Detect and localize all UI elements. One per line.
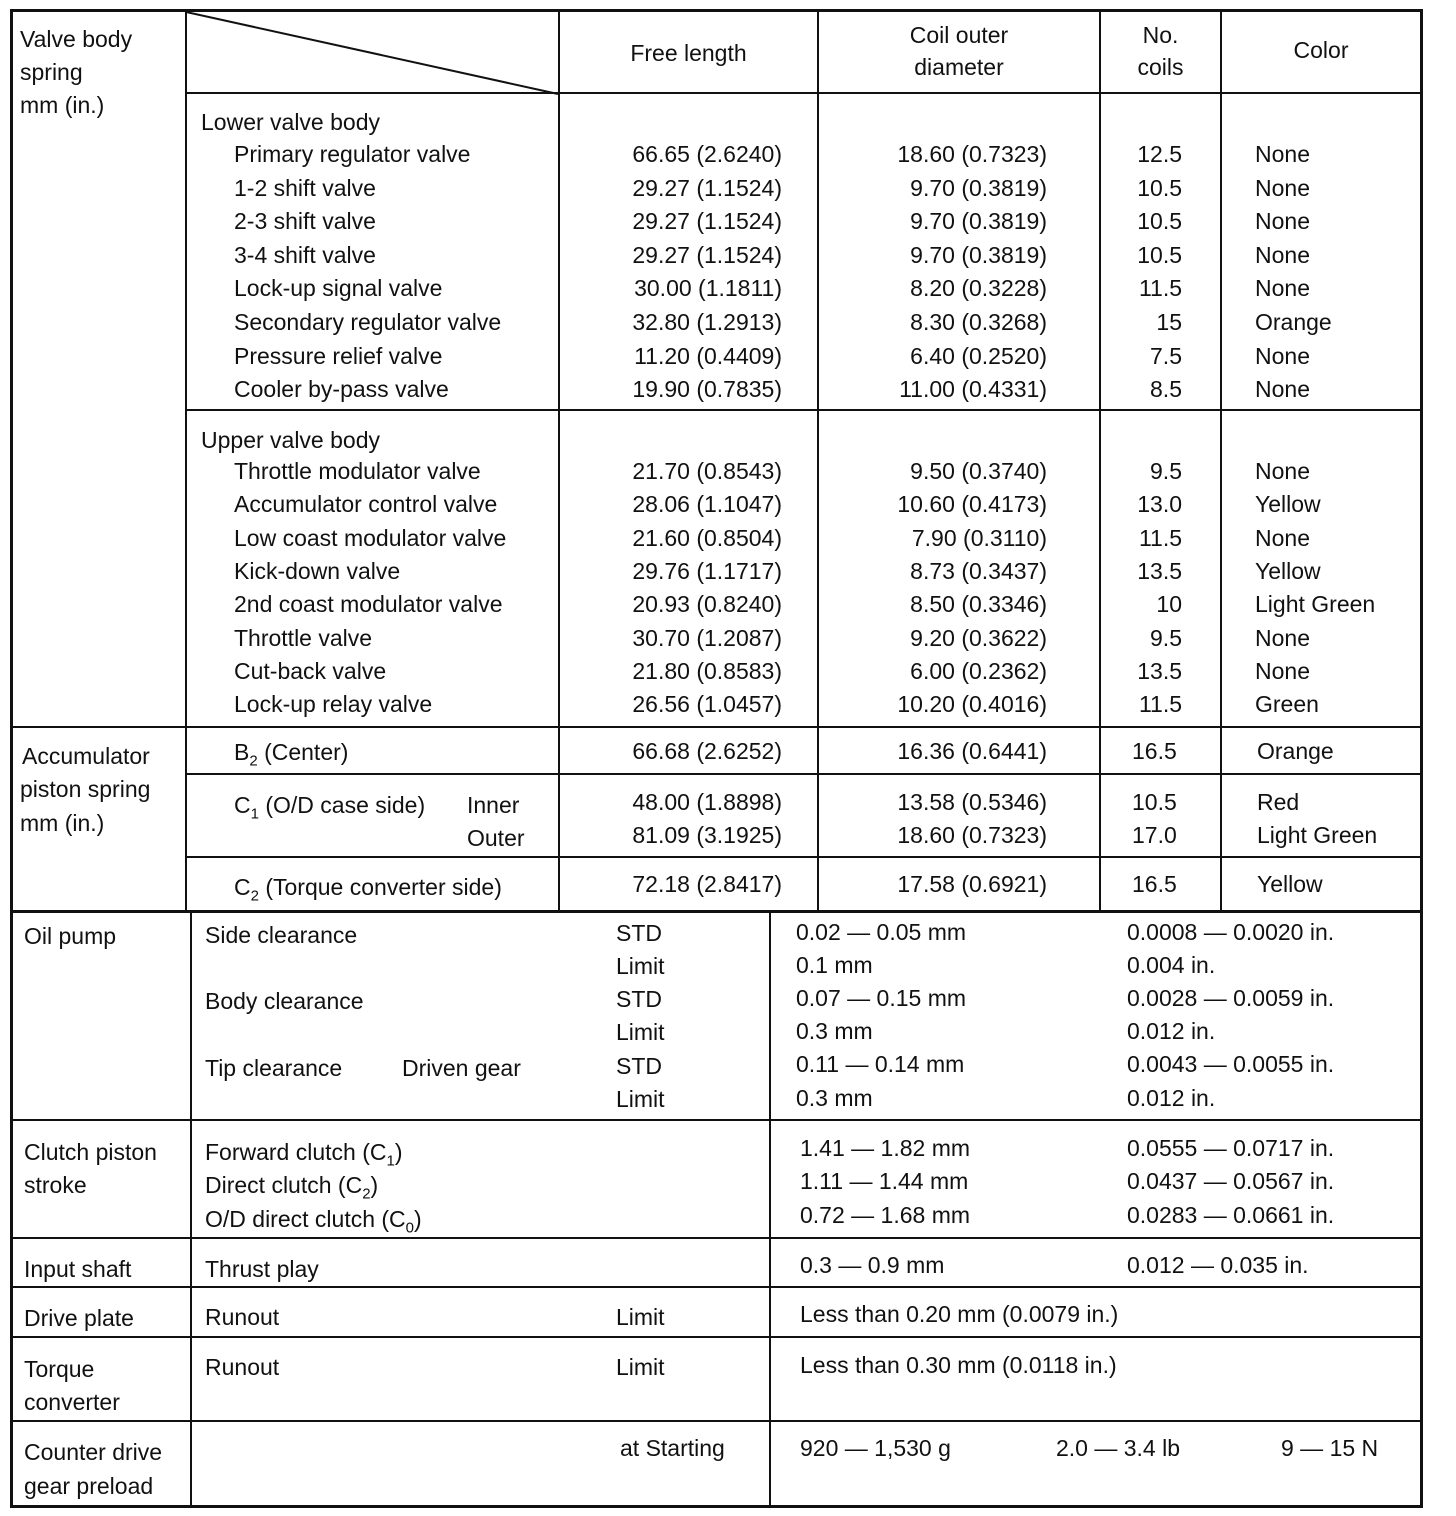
valve-name: Throttle modulator valve: [234, 458, 481, 484]
valve-color: None: [1255, 458, 1310, 484]
counter-drive-label-2: gear preload: [24, 1473, 154, 1499]
valve-coil-diameter: 18.60 (0.7323): [897, 141, 1047, 167]
od-direct-clutch-in: 0.0283 — 0.0661 in.: [1127, 1202, 1335, 1228]
valve-free-length: 19.90 (0.7835): [632, 376, 782, 403]
valve-name: 2nd coast modulator valve: [234, 591, 503, 618]
c1-inner-color: Red: [1257, 789, 1300, 815]
valve-coil-diameter: 10.20 (0.4016): [897, 691, 1047, 718]
tip-clearance-label: Tip clearance: [205, 1055, 343, 1081]
torque-converter-runout: Runout: [205, 1354, 280, 1380]
valve-name: 2-3 shift valve: [234, 208, 376, 235]
valve-coil-diameter: 9.70 (0.3819): [910, 208, 1047, 235]
valve-color: Orange: [1255, 309, 1332, 335]
valve-free-length: 29.27 (1.1524): [632, 241, 782, 268]
valve-name: 1-2 shift valve: [234, 174, 376, 201]
driven-gear-label: Driven gear: [402, 1055, 521, 1081]
b2-name: $B_2$ (Center): [234, 739, 349, 770]
header-coil-outer-1: Coil outer: [909, 22, 1009, 48]
valve-name: Kick-down valve: [234, 557, 401, 584]
valve-name: Cut-back valve: [234, 657, 387, 684]
valve-color: None: [1255, 342, 1310, 369]
forward-clutch-mm: 1.41 — 1.82 mm: [800, 1135, 971, 1161]
body-clearance-label: Body clearance: [205, 988, 364, 1014]
side-lim-mm: 0.1 mm: [796, 952, 873, 978]
tip-std-in: 0.0043 — 0.0055 in.: [1127, 1051, 1335, 1077]
direct-clutch-label: Direct clutch $(C_2)$: [205, 1172, 379, 1203]
valve-coil-diameter: 9.50 (0.3740): [910, 458, 1047, 484]
valve-color: Light Green: [1255, 591, 1376, 618]
c2-coil: 17.58 (0.6921): [897, 871, 1047, 897]
valve-name: Cooler by-pass valve: [234, 376, 449, 403]
at-starting-label: at Starting: [620, 1435, 725, 1461]
valve-no-coils: 11.5: [1138, 691, 1182, 718]
valve-name: Pressure relief valve: [234, 342, 443, 369]
header-free-length: Free length: [630, 40, 747, 66]
b2-coil: 16.36 (0.6441): [897, 738, 1047, 764]
valve-coil-diameter: 7.90 (0.3110): [911, 524, 1047, 551]
od-direct-clutch-mm: 0.72 — 1.68 mm: [800, 1202, 971, 1228]
forward-clutch-label: Forward clutch $(C_1)$: [205, 1139, 403, 1170]
torque-converter-value: Less than 0.30 mm (0.0118 in.): [800, 1352, 1117, 1378]
border-left: [10, 9, 13, 1508]
valve-body-label-3: mm (in.): [20, 92, 105, 118]
valve-no-coils: 13.5: [1137, 557, 1182, 584]
c1-name: $C_1$ (O/D case side): [234, 792, 426, 823]
valve-free-length: 21.60 (0.8504): [632, 524, 782, 551]
valve-color: None: [1255, 241, 1310, 268]
divider-clutch-input: [10, 1237, 1423, 1239]
valve-free-length: 66.65 (2.6240): [632, 141, 782, 167]
border-bottom: [10, 1505, 1423, 1508]
torque-converter-label-1: Torque: [24, 1356, 95, 1382]
c2-name: $C_2$ (Torque converter side): [234, 874, 502, 905]
torque-converter-limit: Limit: [616, 1354, 665, 1380]
valve-body-label-2: spring: [20, 59, 83, 85]
accumulator-label-2: piston spring: [20, 776, 151, 802]
divider-c1-c2: [185, 856, 1421, 858]
valve-color: None: [1255, 624, 1310, 651]
c1-outer-label: Outer: [467, 825, 525, 851]
forward-clutch-in: 0.0555 — 0.0717 in.: [1127, 1135, 1335, 1161]
valve-color: None: [1255, 657, 1310, 684]
c2-free: 72.18 (2.8417): [632, 871, 782, 897]
valve-no-coils: 9.5: [1150, 458, 1182, 484]
tip-std-label: STD: [616, 1053, 662, 1079]
b2-color: Orange: [1257, 738, 1334, 764]
header-no-coils-1: No.: [1142, 22, 1179, 48]
valve-name: Primary regulator valve: [234, 141, 471, 167]
tip-lim-in: 0.012 in.: [1127, 1085, 1216, 1111]
drive-plate-value: Less than 0.20 mm (0.0079 in.): [800, 1301, 1119, 1327]
valve-no-coils: 13.5: [1137, 657, 1182, 684]
divider-oilpump-clutch: [10, 1119, 1423, 1121]
valve-no-coils: 12.5: [1137, 141, 1182, 167]
accumulator-label-1: Accumulator: [22, 743, 150, 769]
valve-coil-diameter: 6.40 (0.2520): [910, 342, 1047, 369]
valve-free-length: 26.56 (1.0457): [632, 691, 782, 718]
valve-coil-diameter: 6.00 (0.2362): [910, 657, 1047, 684]
valve-no-coils: 7.5: [1150, 342, 1182, 369]
body-std-in: 0.0028 — 0.0059 in.: [1127, 985, 1335, 1011]
valve-free-length: 29.27 (1.1524): [632, 208, 782, 235]
torque-converter-label-2: converter: [24, 1389, 120, 1415]
valve-free-length: 11.20 (0.4409): [634, 342, 782, 369]
valve-coil-diameter: 8.30 (0.3268): [910, 309, 1047, 335]
valve-name: Throttle valve: [234, 624, 373, 651]
divider-lower-label-col: [190, 911, 192, 1507]
divider-valve-accumulator: [10, 726, 1423, 728]
valve-no-coils: 10: [1156, 591, 1182, 618]
valve-name: 3-4 shift valve: [234, 241, 376, 268]
header-color: Color: [1293, 37, 1349, 63]
valve-name: Lock-up relay valve: [234, 691, 433, 718]
valve-free-length: 28.06 (1.1047): [632, 491, 782, 518]
header-diagonal: [186, 10, 560, 96]
side-lim-in: 0.004 in.: [1127, 952, 1216, 978]
preload-newtons: 9 — 15 N: [1281, 1435, 1379, 1461]
tip-limit-label: Limit: [616, 1086, 665, 1112]
c1-outer-color: Light Green: [1257, 822, 1378, 848]
divider-accumulator-oilpump: [10, 910, 1423, 913]
preload-grams: 920 — 1,530 g: [800, 1435, 951, 1461]
direct-clutch-mm: 1.11 — 1.44 mm: [800, 1168, 969, 1194]
valve-no-coils: 8.5: [1150, 376, 1182, 403]
body-limit-label: Limit: [616, 1019, 665, 1045]
header-no-coils-2: coils: [1137, 54, 1184, 80]
divider-drive-torque: [10, 1336, 1423, 1338]
c1-outer-free: 81.09 (3.1925): [632, 822, 782, 848]
divider-lower-upper: [185, 409, 1421, 411]
divider-b2-c1: [185, 773, 1421, 775]
body-lim-mm: 0.3 mm: [796, 1018, 873, 1044]
valve-color: None: [1255, 208, 1310, 235]
valve-coil-diameter: 8.73 (0.3437): [910, 557, 1047, 584]
c2-color: Yellow: [1257, 871, 1323, 897]
side-std-mm: 0.02 — 0.05 mm: [796, 919, 967, 945]
valve-no-coils: 11.5: [1138, 524, 1182, 551]
valve-free-length: 30.00 (1.1811): [634, 275, 782, 302]
input-shaft-label: Input shaft: [24, 1256, 132, 1282]
body-std-mm: 0.07 — 0.15 mm: [796, 985, 967, 1011]
body-std-label: STD: [616, 986, 662, 1012]
thrust-play-in: 0.012 — 0.035 in.: [1127, 1252, 1309, 1278]
valve-no-coils: 13.0: [1137, 491, 1182, 518]
drive-plate-label: Drive plate: [24, 1305, 134, 1331]
valve-color: Yellow: [1255, 557, 1321, 584]
side-limit-label: Limit: [616, 953, 665, 979]
valve-body-label-1: Valve body: [20, 26, 133, 52]
preload-pounds: 2.0 — 3.4 lb: [1056, 1435, 1181, 1461]
c2-coils: 16.5: [1132, 871, 1177, 897]
side-std-label: STD: [616, 920, 662, 946]
valve-color: None: [1255, 275, 1310, 302]
valve-free-length: 30.70 (1.2087): [632, 624, 782, 651]
tip-lim-mm: 0.3 mm: [796, 1085, 873, 1111]
c1-inner-label: Inner: [467, 792, 520, 818]
b2-coils: 16.5: [1132, 738, 1177, 764]
clutch-label-1: Clutch piston: [24, 1139, 157, 1165]
thrust-play-mm: 0.3 — 0.9 mm: [800, 1252, 945, 1278]
thrust-play-label: Thrust play: [205, 1256, 319, 1282]
valve-no-coils: 15: [1156, 309, 1182, 335]
valve-coil-diameter: 9.70 (0.3819): [910, 241, 1047, 268]
valve-free-length: 21.80 (0.8583): [632, 657, 782, 684]
valve-coil-diameter: 10.60 (0.4173): [897, 491, 1047, 518]
valve-coil-diameter: 8.50 (0.3346): [910, 591, 1047, 618]
body-lim-in: 0.012 in.: [1127, 1018, 1216, 1044]
clutch-label-2: stroke: [24, 1172, 87, 1198]
valve-name: Accumulator control valve: [234, 491, 498, 518]
side-std-in: 0.0008 — 0.0020 in.: [1127, 919, 1335, 945]
direct-clutch-in: 0.0437 — 0.0567 in.: [1127, 1168, 1335, 1194]
divider-label-col: [185, 9, 187, 912]
header-bottom: [185, 92, 1421, 94]
valve-no-coils: 10.5: [1137, 241, 1182, 268]
valve-coil-diameter: 9.70 (0.3819): [910, 174, 1047, 201]
valve-coil-diameter: 9.20 (0.3622): [910, 624, 1047, 651]
valve-color: Green: [1255, 691, 1319, 718]
c1-outer-coils: 17.0: [1132, 822, 1177, 848]
valve-coil-diameter: 8.20 (0.3228): [910, 275, 1047, 302]
drive-plate-runout: Runout: [205, 1304, 280, 1330]
c1-inner-free: 48.00 (1.8898): [632, 789, 782, 815]
upper-valve-body-title: Upper valve body: [201, 427, 380, 453]
valve-no-coils: 10.5: [1137, 174, 1182, 201]
valve-coil-diameter: 11.00 (0.4331): [899, 376, 1047, 403]
valve-name: Lock-up signal valve: [234, 275, 443, 302]
valve-free-length: 21.70 (0.8543): [632, 458, 782, 484]
valve-free-length: 32.80 (1.2913): [632, 309, 782, 335]
side-clearance-label: Side clearance: [205, 922, 358, 948]
od-direct-clutch-label: O/D direct clutch $(C_0)$: [205, 1206, 422, 1237]
accumulator-label-3: mm (in.): [20, 810, 105, 836]
valve-color: None: [1255, 524, 1310, 551]
divider-lower-value-col: [769, 911, 771, 1507]
c1-inner-coil: 13.58 (0.5346): [897, 789, 1047, 815]
c1-inner-coils: 10.5: [1132, 789, 1177, 815]
valve-color: None: [1255, 174, 1310, 201]
c1-outer-coil: 18.60 (0.7323): [897, 822, 1047, 848]
divider-input-drive: [10, 1286, 1423, 1288]
valve-no-coils: 10.5: [1137, 208, 1182, 235]
valve-color: None: [1255, 141, 1310, 167]
valve-free-length: 29.76 (1.1717): [632, 557, 782, 584]
b2-free: 66.68 (2.6252): [632, 738, 782, 764]
valve-free-length: 20.93 (0.8240): [632, 591, 782, 618]
valve-no-coils: 11.5: [1138, 275, 1182, 302]
border-right: [1420, 9, 1423, 1508]
valve-color: Yellow: [1255, 491, 1321, 518]
valve-color: None: [1255, 376, 1310, 403]
lower-valve-body-title: Lower valve body: [201, 109, 380, 135]
counter-drive-label-1: Counter drive: [24, 1439, 163, 1465]
divider-color-col: [1220, 9, 1222, 912]
divider-torque-counter: [10, 1420, 1423, 1422]
valve-no-coils: 9.5: [1150, 624, 1182, 651]
oil-pump-label: Oil pump: [24, 923, 117, 949]
tip-std-mm: 0.11 — 0.14 mm: [796, 1051, 965, 1077]
drive-plate-limit: Limit: [616, 1304, 665, 1330]
valve-name: Secondary regulator valve: [234, 309, 502, 335]
valve-free-length: 29.27 (1.1524): [632, 174, 782, 201]
valve-name: Low coast modulator valve: [234, 524, 507, 551]
header-coil-outer-2: diameter: [914, 54, 1004, 80]
